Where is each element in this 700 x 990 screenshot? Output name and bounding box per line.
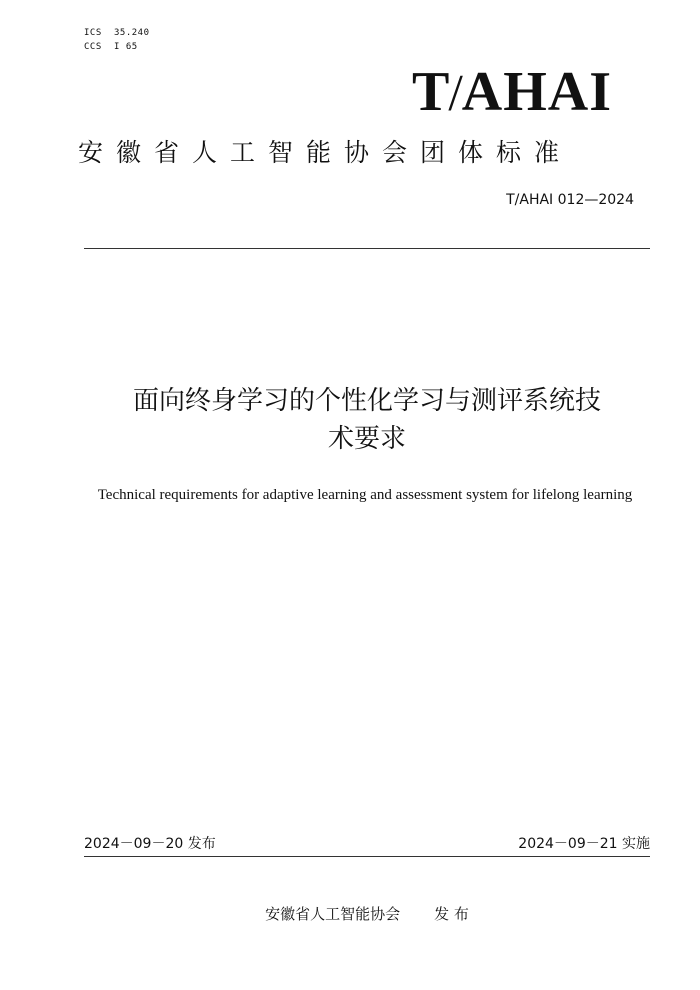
ics-row: [84, 26, 150, 40]
issue-date: 2024－09－20 发布: [84, 836, 216, 852]
bottom-divider: [84, 856, 650, 857]
ccs-label: CCS: [84, 42, 102, 52]
ics-value: 35.240: [114, 28, 150, 38]
organization-standard-title: 安徽省人工智能协会团体标准: [78, 138, 573, 167]
standard-number: T/AHAI 012—2024: [506, 192, 634, 208]
ccs-row: [84, 40, 150, 54]
ics-label: ICS: [84, 28, 102, 38]
implementation-date: 2024－09－21 实施: [518, 836, 650, 852]
ccs-value: I 65: [114, 42, 138, 52]
logo-prefix: T: [411, 61, 451, 123]
title-line-2: 术要求: [327, 424, 406, 454]
document-title-chinese: [84, 382, 650, 458]
title-line-1: 面向终身学习的个性化学习与测评系统技: [132, 386, 601, 416]
publisher-action: 发 布: [434, 905, 469, 923]
standard-logo: [412, 62, 612, 124]
top-divider: [84, 248, 650, 249]
logo-slash: /: [448, 65, 464, 122]
logo-suffix: AHAI: [461, 61, 612, 123]
document-title-english: Technical requirements for adaptive learning and assessment system for lifelong learning: [97, 487, 633, 503]
publisher-line: [84, 903, 650, 925]
classification-codes: [84, 26, 150, 54]
publisher-name: 安徽省人工智能协会: [265, 905, 401, 923]
